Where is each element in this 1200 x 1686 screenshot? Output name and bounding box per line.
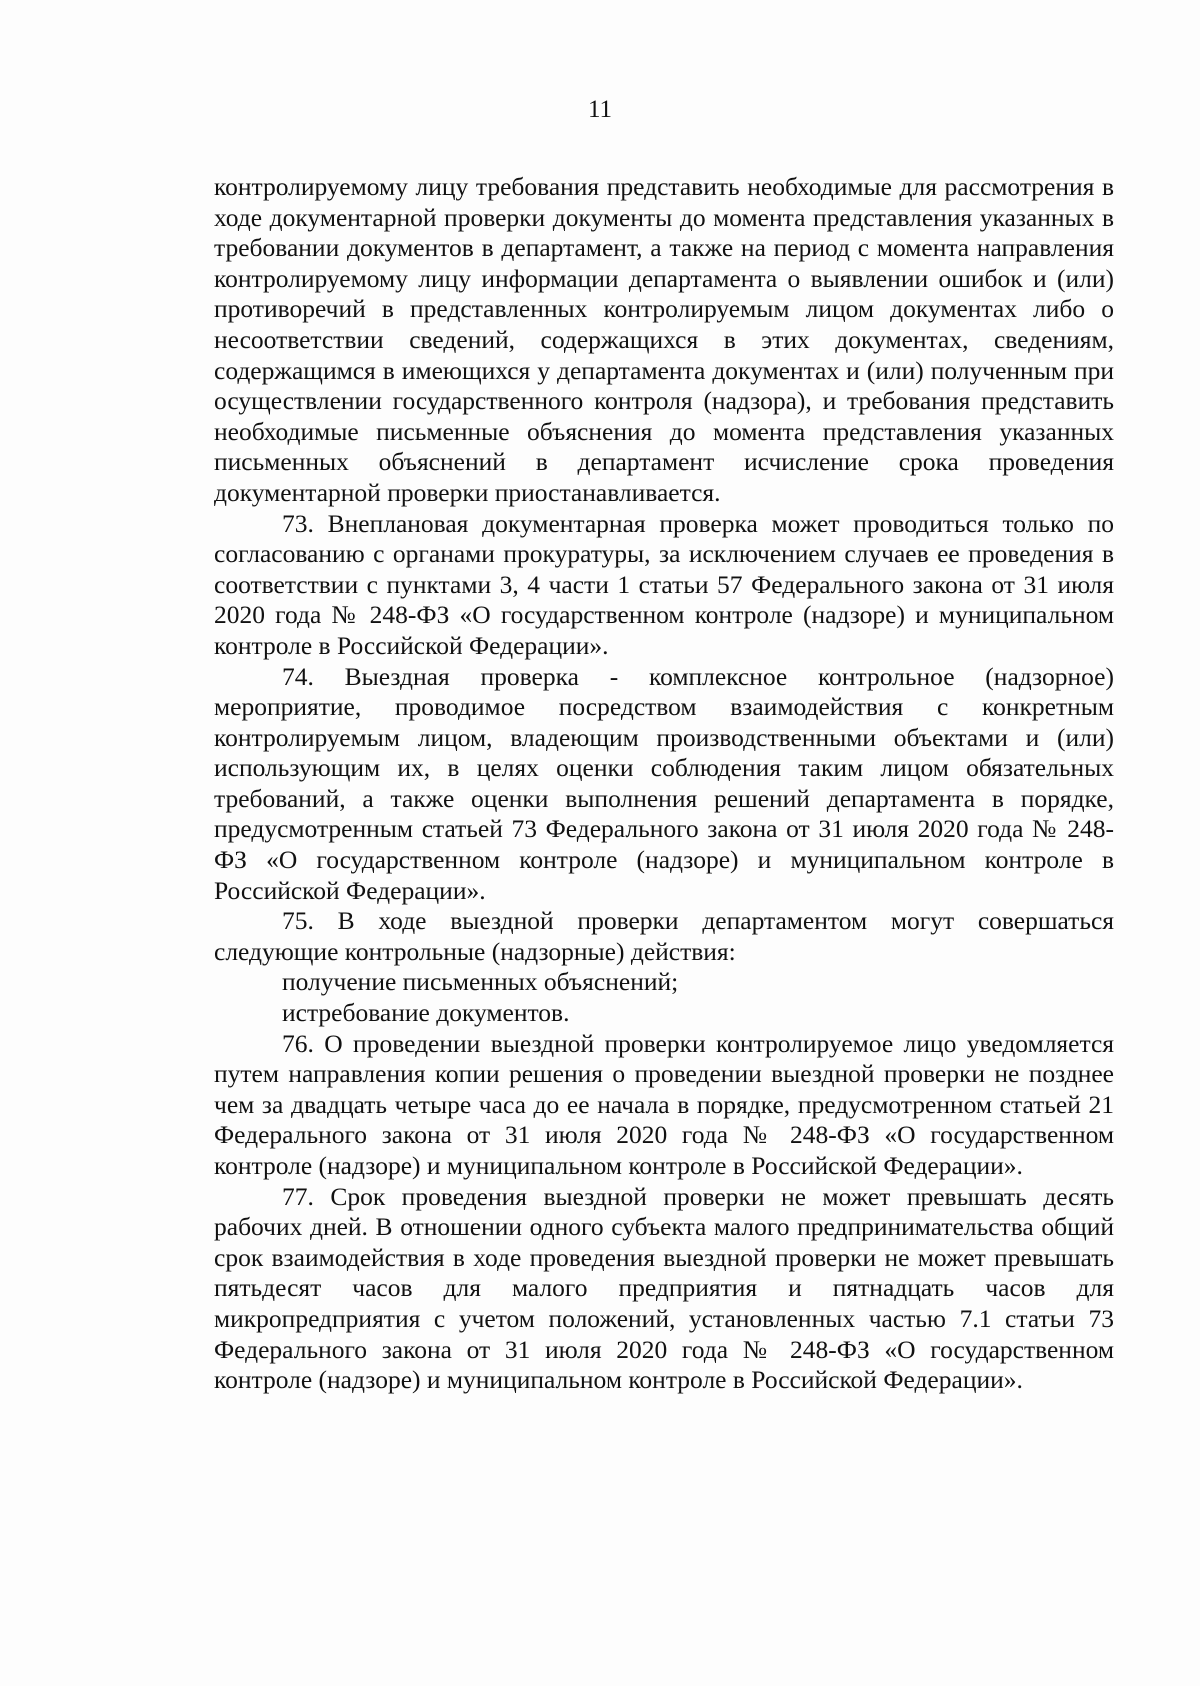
paragraph-continuation: контролируемому лицу требования представить необходимые для рассмотрения в ходе документарной проверки документы до момента представления указанных в требовании документов в департамент, а также на период с момента направления контролируемому лицу информации департамента о выявлении ошибок и (или) противоречий в представленных контролируемым лицом документах либо о несоответствии сведений, содержащихся в этих документах, сведениям, содержащимся в имеющихся у департамента документах и (или) полученным при осуществлении государственного контроля (надзора), и требования представить необходимые письменные объяснения до момента представления указанных письменных объяснений в департамент исчисление срока проведения документарной проверки приостанавливается.: [214, 172, 1114, 507]
page-number: 11: [587, 96, 613, 123]
list-item-document-request: истребование документов.: [282, 998, 570, 1028]
paragraph-77: 77. Срок проведения выездной проверки не может превышать десять рабочих дней. В отношении одного субъекта малого предпринимательства общий срок взаимодействия в ходе проведения выездной проверки не может превышать пятьдесят часов для малого предприятия и пятнадцать часов для микропредприятия с учетом положений, установленных частью 7.1 статьи 73 Федерального закона от 31 июля 2020 года № 248-ФЗ «О государственном контроле (надзоре) и муниципальном контроле в Российской Федерации».: [214, 1181, 1114, 1395]
list-item-written-explanations: получение письменных объяснений;: [282, 967, 679, 997]
paragraph-73: 73. Внеплановая документарная проверка может проводиться только по согласованию с органами прокуратуры, за исключением случаев ее проведения в соответствии с пунктами 3, 4 части 1 статьи 57 Федерального закона от 31 июля 2020 года № 248-ФЗ «О государственном контроле (надзоре) и муниципальном контроле в Российской Федерации».: [214, 508, 1114, 660]
paragraph-76: 76. О проведении выездной проверки контролируемое лицо уведомляется путем направления копии решения о проведении выездной проверки не позднее чем за двадцать четыре часа до ее начала в порядке, предусмотренном статьей 21 Федерального закона от 31 июля 2020 года № 248-ФЗ «О государственном контроле (надзоре) и муниципальном контроле в Российской Федерации».: [214, 1028, 1114, 1180]
paragraph-74: 74. Выездная проверка - комплексное контрольное (надзорное) мероприятие, проводимое посредством взаимодействия с конкретным контролируемым лицом, владеющим производственными объектами и (или) использующим их, в целях оценки соблюдения таким лицом обязательных требований, а также оценки выполнения решений департамента в порядке, предусмотренным статьей 73 Федерального закона от 31 июля 2020 года № 248-ФЗ «О государственном контроле (надзоре) и муниципальном контроле в Российской Федерации».: [214, 661, 1114, 905]
document-body: [214, 172, 1114, 1396]
paragraph-75: 75. В ходе выездной проверки департаментом могут совершаться следующие контрольные (надзорные) действия:: [214, 906, 1114, 966]
